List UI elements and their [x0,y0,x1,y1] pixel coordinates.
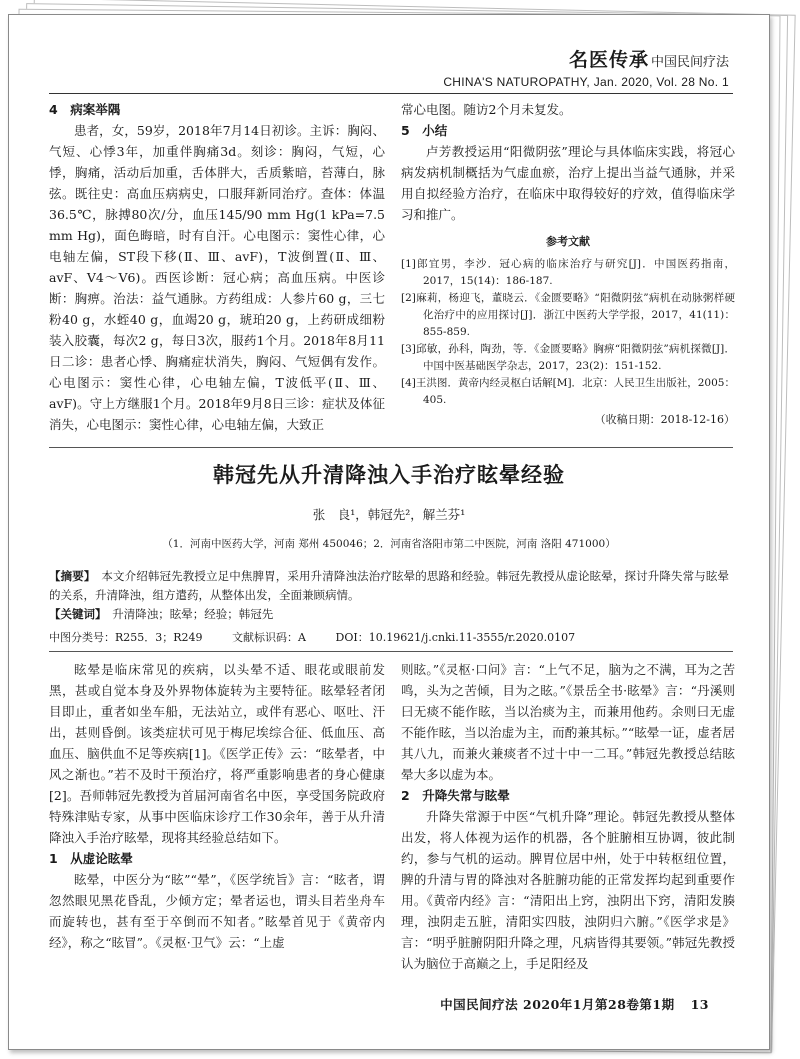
section-heading: 4 病案举隅 [49,102,121,117]
footer-journal: 中国民间疗法 2020年1月第28卷第1期 [440,997,675,1012]
abstract-rule [49,651,733,652]
journal-brand [569,45,729,72]
article-title: 韩冠先从升清降浊入手治疗眩晕经验 [213,463,565,487]
page-footer [440,995,709,1013]
reference-item: [3]邱敏，孙科，陶劲，等．《金匮要略》胸痹“阳微阴弦”病机探微[J]．中国中医基础医学杂志，2017，23(2)：151-152. [401,343,735,372]
reference-item: [1]郎宜男，李沙．冠心病的临床治疗与研究[J]．中国医药指南，2017，15(14)：186-187. [401,258,735,287]
case-continued: 常心电图。随访2个月未复发。 [401,102,572,117]
abstract-block [49,567,729,624]
keywords-label: 【关键词】 [49,607,101,621]
section-heading: 5 小结 [401,123,448,138]
reference-item: [4]王洪图．黄帝内经灵枢白话解[M]．北京：人民卫生出版社，2005：405. [401,377,735,406]
intro-paragraph: 眩晕是临床常见的疾病，以头晕不适、眼花或眼前发黑，甚或自觉本身及外界物体旋转为主要特征。眩晕轻者闭目即止，重者如坐车船，无法站立，或伴有恶心、呕吐、汗出，甚则昏倒。该类症状可见于梅尼埃综合征、低血压、高血压、脑供血不足等疾病[1]。《医学正传》云：“眩晕者，中风之渐也。”若不及时干预治疗，将严重影响患者的身心健康[2]。吾师韩冠先教授为首届河南省名中医，享受国务院政府特殊津贴专家，从事中医临床诊疗工作30余年，善于从升清降浊入手治疗眩晕，现将其经验总结如下。 [49,662,385,845]
prev-article-left-column [49,99,385,435]
body-paragraph: 眩晕，中医分为“眩”“晕”，《医学统旨》言：“眩者，谓忽然眼见黑花昏乱，少倾方定；晕者运也，谓头目若坐舟车而旋转也，甚有至于卒倒而不知者。”眩晕首见于《黄帝内经》，称之“眩冒”。《灵枢·卫气》云：“上虚 [49,872,385,950]
body-left-column [49,659,385,953]
article-authors: 张 良¹，韩冠先²，解兰芬¹ [312,507,466,522]
journal-page [8,14,770,1050]
article-affiliation: （1．河南中医药大学，河南 郑州 450046；2．河南省洛阳市第二中医院，河南 洛阳 471000） [162,538,616,550]
body-paragraph: 升降失常源于中医“气机升降”理论。韩冠先教授从整体出发，将人体视为运作的机器，各个脏腑相互协调，彼此制约，参与气机的运动。脾胃位居中州，处于中转枢纽位置，脾的升清与胃的降浊对各脏腑功能的正常发挥均起到重要作用。《黄帝内经》言：“清阳出上窍，浊阴出下窍，清阳发腠理，浊阴走五脏，清阳实四肢，浊阴归六腑。”《医学求是》言：“明乎脏腑阴阳升降之理，凡病皆得其要领。”韩冠先教授认为脑位于高巅之上，手足阳经及 [401,809,735,971]
brand-subtitle: 中国民间疗法 [650,55,729,70]
references-title: 参考文献 [546,235,590,248]
received-date: （收稿日期：2018-12-16） [594,413,735,426]
body-right-column [401,659,735,974]
article-divider [49,447,733,448]
clc-number: 中图分类号：R255．3；R249 [49,631,203,644]
brand-title: 名医传承 [568,49,649,71]
abstract [49,567,729,605]
prev-article-right-column [401,99,735,430]
case-paragraph: 患者，女，59岁，2018年7月14日初诊。主诉：胸闷、气短、心悸3年，加重伴胸痛3d。刻诊：胸闷，气短，心悸，胸痛，活动后加重，舌体胖大，舌质紫暗，苔薄白，脉弦。既往史：高血压病病史，口服拜新同治疗。查体：体温36.5℃，脉搏80次/分，血压145/90 mm Hg(1 kPa=7.5 mm Hg)，面色晦暗，时有自汗。心电图示：窦性心律，心电轴左偏，ST段下移(Ⅱ、Ⅲ、avF)，T波倒置(Ⅱ、Ⅲ、avF、V4～V6)。西医诊断：冠心病；高血压病。中医诊断：胸痹。治法：益气通脉。方药组成：人参片60 g，三七粉40 g，水蛭40 g，血竭20 g，琥珀20 g，上药研成细粉装入胶囊，每次2 g，每日3次，服药1个月。2018年8月11日二诊：患者心悸、胸痛症状消失，胸闷、气短偶有发作。心电图示：窦性心律，心电轴左偏，T波低平(Ⅱ、Ⅲ、avF)。守上方继服1个月。2018年9月8日三诊：症状及体征消失，心电图示：窦性心律，心电轴左偏，大致正 [49,123,385,432]
body-paragraph: 则眩。”《灵枢·口问》言：“上气不足，脑为之不满，耳为之苦鸣，头为之苦倾，目为之眩。”《景岳全书·眩晕》言：“丹溪则曰无痰不能作眩，当以治痰为主，而兼用他药。余则曰无虚不能作眩，当以治虚为主，而酌兼其标。”“眩晕一证，虚者居其八九，而兼火兼痰者不过十中一二耳。”韩冠先教授总结眩晕大多以虚为本。 [401,662,735,782]
keywords-text: 升清降浊；眩晕；经验；韩冠先 [112,607,274,621]
section-heading: 2 升降失常与眩晕 [401,788,510,803]
keywords [49,605,729,624]
document-code: 文献标识码：A [232,631,307,644]
doi: DOI：10.19621/j.cnki.11-3555/r.2020.0107 [335,631,576,644]
journal-citation: CHINA'S NATUROPATHY, Jan. 2020, Vol. 28 No. 1 [443,75,729,89]
page-number: 13 [690,997,709,1012]
classification-line [49,629,729,645]
abstract-label: 【摘要】 [49,569,90,583]
header-rule [49,93,733,94]
summary-paragraph: 卢芳教授运用“阳微阴弦”理论与具体临床实践，将冠心病发病机制概括为气虚血瘀，治疗上提出当益气通脉，并采用自拟经验方治疗，在临床中取得较好的疗效，值得临床学习和推广。 [401,144,735,222]
reference-item: [2]麻莉，杨迎飞，董晓云．《金匮要略》“阳微阴弦”病机在动脉粥样硬化治疗中的应用探讨[J]．浙江中医药大学学报，2017，41(11)：855-859. [401,292,735,338]
section-heading: 1 从虚论眩晕 [49,851,133,866]
abstract-text: 本文介绍韩冠先教授立足中焦脾胃，采用升清降浊法治疗眩晕的思路和经验。韩冠先教授从虚论眩晕，探讨升降失常与眩晕的关系，升清降浊，组方遣药，从整体出发，全面兼顾病情。 [49,569,729,602]
